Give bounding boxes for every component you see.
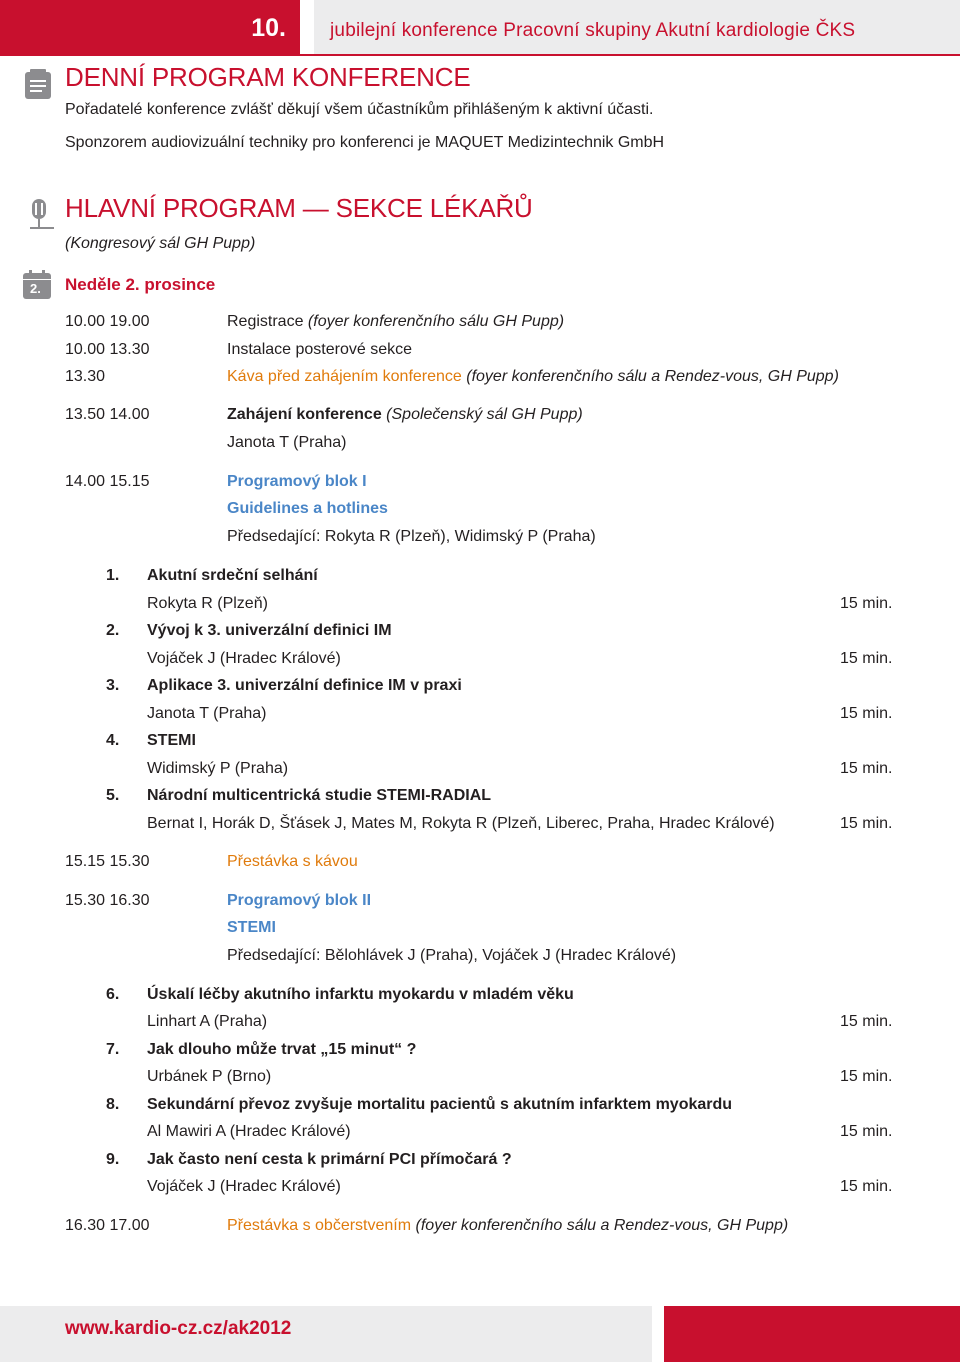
time: 14.00 15.15 (65, 473, 150, 490)
talk-title: Akutní srdeční selhání (147, 567, 318, 584)
time: 10.00 19.00 (65, 313, 150, 330)
talk-speaker: Widimský P (Praha) (147, 760, 289, 777)
talk-duration: 15 min. (840, 595, 893, 612)
talk-title: Aplikace 3. univerzální definice IM v praxi (147, 677, 462, 694)
item-label: Přestávka s kávou (227, 853, 358, 870)
header-grey-bar (314, 0, 960, 54)
talk-duration: 15 min. (840, 650, 893, 667)
main-program-title: HLAVNÍ PROGRAM — SEKCE LÉKAŘŮ (65, 193, 533, 223)
block-chairs: Předsedající: Rokyta R (Plzeň), Widimský P (Praha) (227, 528, 596, 545)
day-heading: Neděle 2. prosince (65, 275, 216, 294)
time: 10.00 13.30 (65, 341, 150, 358)
item-note: (foyer konferenčního sálu GH Pupp) (303, 313, 565, 330)
organizers-note: Pořadatelé konference zvlášť děkují všem účastníkům přihlášeným k aktivní účasti. (65, 101, 654, 118)
talk-speaker: Urbánek P (Brno) (147, 1068, 272, 1085)
calendar-icon (22, 270, 52, 300)
talk-speaker: Linhart A (Praha) (147, 1013, 268, 1030)
talk-speaker: Bernat I, Horák D, Šťásek J, Mates M, Rokyta R (Plzeň, Liberec, Praha, Hradec Králové) (147, 815, 775, 832)
block-title: Programový blok II (227, 892, 372, 909)
talk-number: 8. (106, 1096, 120, 1113)
talk-number: 7. (106, 1041, 120, 1058)
item-label: Přestávka s občerstvením (227, 1217, 412, 1234)
item-note: (foyer konferenčního sálu a Rendez-vous, GH Pupp) (461, 368, 839, 385)
talk-title: STEMI (147, 732, 196, 749)
talk-title: Úskalí léčby akutního infarktu myokardu v mladém věku (147, 986, 574, 1003)
time: 13.50 14.00 (65, 406, 150, 423)
talk-number: 9. (106, 1151, 120, 1168)
talk-title: Jak dlouho může trvat „15 minut“ ? (147, 1041, 417, 1058)
talk-number: 5. (106, 787, 120, 804)
talk-title: Národní multicentrická studie STEMI-RADIAL (147, 787, 492, 804)
time: 15.15 15.30 (65, 853, 150, 870)
daily-program-title: DENNÍ PROGRAM KONFERENCE (65, 62, 471, 92)
talk-title: Vývoj k 3. univerzální definici IM (147, 622, 392, 639)
edition-number: 10. (251, 14, 286, 42)
block-chairs: Předsedající: Bělohlávek J (Praha), Vojáček J (Hradec Králové) (227, 947, 677, 964)
block-subtitle: Guidelines a hotlines (227, 500, 388, 517)
footer-url-link[interactable]: www.kardio-cz.cz/ak2012 (65, 1318, 292, 1339)
item-note: (foyer konferenčního sálu a Rendez-vous, GH Pupp) (411, 1217, 789, 1234)
talk-duration: 15 min. (840, 1013, 893, 1030)
talk-duration: 15 min. (840, 815, 893, 832)
speaker: Janota T (Praha) (227, 434, 347, 451)
time: 16.30 17.00 (65, 1217, 150, 1234)
item-label: Instalace posterové sekce (227, 341, 412, 358)
item-note: (Společenský sál GH Pupp) (381, 406, 583, 423)
block-title: Programový blok I (227, 473, 367, 490)
talk-speaker: Vojáček J (Hradec Králové) (147, 650, 341, 667)
talk-duration: 15 min. (840, 705, 893, 722)
talk-duration: 15 min. (840, 760, 893, 777)
talk-title: Sekundární převoz zvyšuje mortalitu pacientů s akutním infarktem myokardu (147, 1096, 733, 1113)
microphone-icon (28, 198, 56, 234)
sponsor-note: Sponzorem audiovizuální techniky pro konferenci je MAQUET Medizintechnik GmbH (65, 134, 665, 151)
item-label: Káva před zahájením konference (227, 368, 462, 385)
talk-duration: 15 min. (840, 1123, 893, 1140)
talk-number: 2. (106, 622, 120, 639)
talk-speaker: Al Mawiri A (Hradec Králové) (147, 1123, 351, 1140)
talk-speaker: Janota T (Praha) (147, 705, 267, 722)
talk-speaker: Rokyta R (Plzeň) (147, 595, 268, 612)
block-subtitle: STEMI (227, 919, 276, 936)
calendar-day: 2. (30, 281, 41, 296)
time: 15.30 16.30 (65, 892, 150, 909)
item-label: Zahájení konference (227, 406, 382, 423)
talk-number: 6. (106, 986, 120, 1003)
document-icon (24, 68, 52, 100)
time: 13.30 (65, 368, 106, 385)
talk-duration: 15 min. (840, 1068, 893, 1085)
talk-number: 3. (106, 677, 120, 694)
footer-red-bar (664, 1306, 960, 1362)
venue: (Kongresový sál GH Pupp) (65, 235, 256, 252)
header-divider (0, 54, 960, 56)
talk-number: 4. (106, 732, 120, 749)
talk-duration: 15 min. (840, 1178, 893, 1195)
talk-speaker: Vojáček J (Hradec Králové) (147, 1178, 341, 1195)
item-label: Registrace (227, 313, 304, 330)
conference-title: jubilejní konference Pracovní skupiny Akutní kardiologie ČKS (330, 20, 856, 41)
talk-number: 1. (106, 567, 120, 584)
talk-title: Jak často není cesta k primární PCI přímočará ? (147, 1151, 512, 1168)
header-red-bar (0, 0, 300, 54)
